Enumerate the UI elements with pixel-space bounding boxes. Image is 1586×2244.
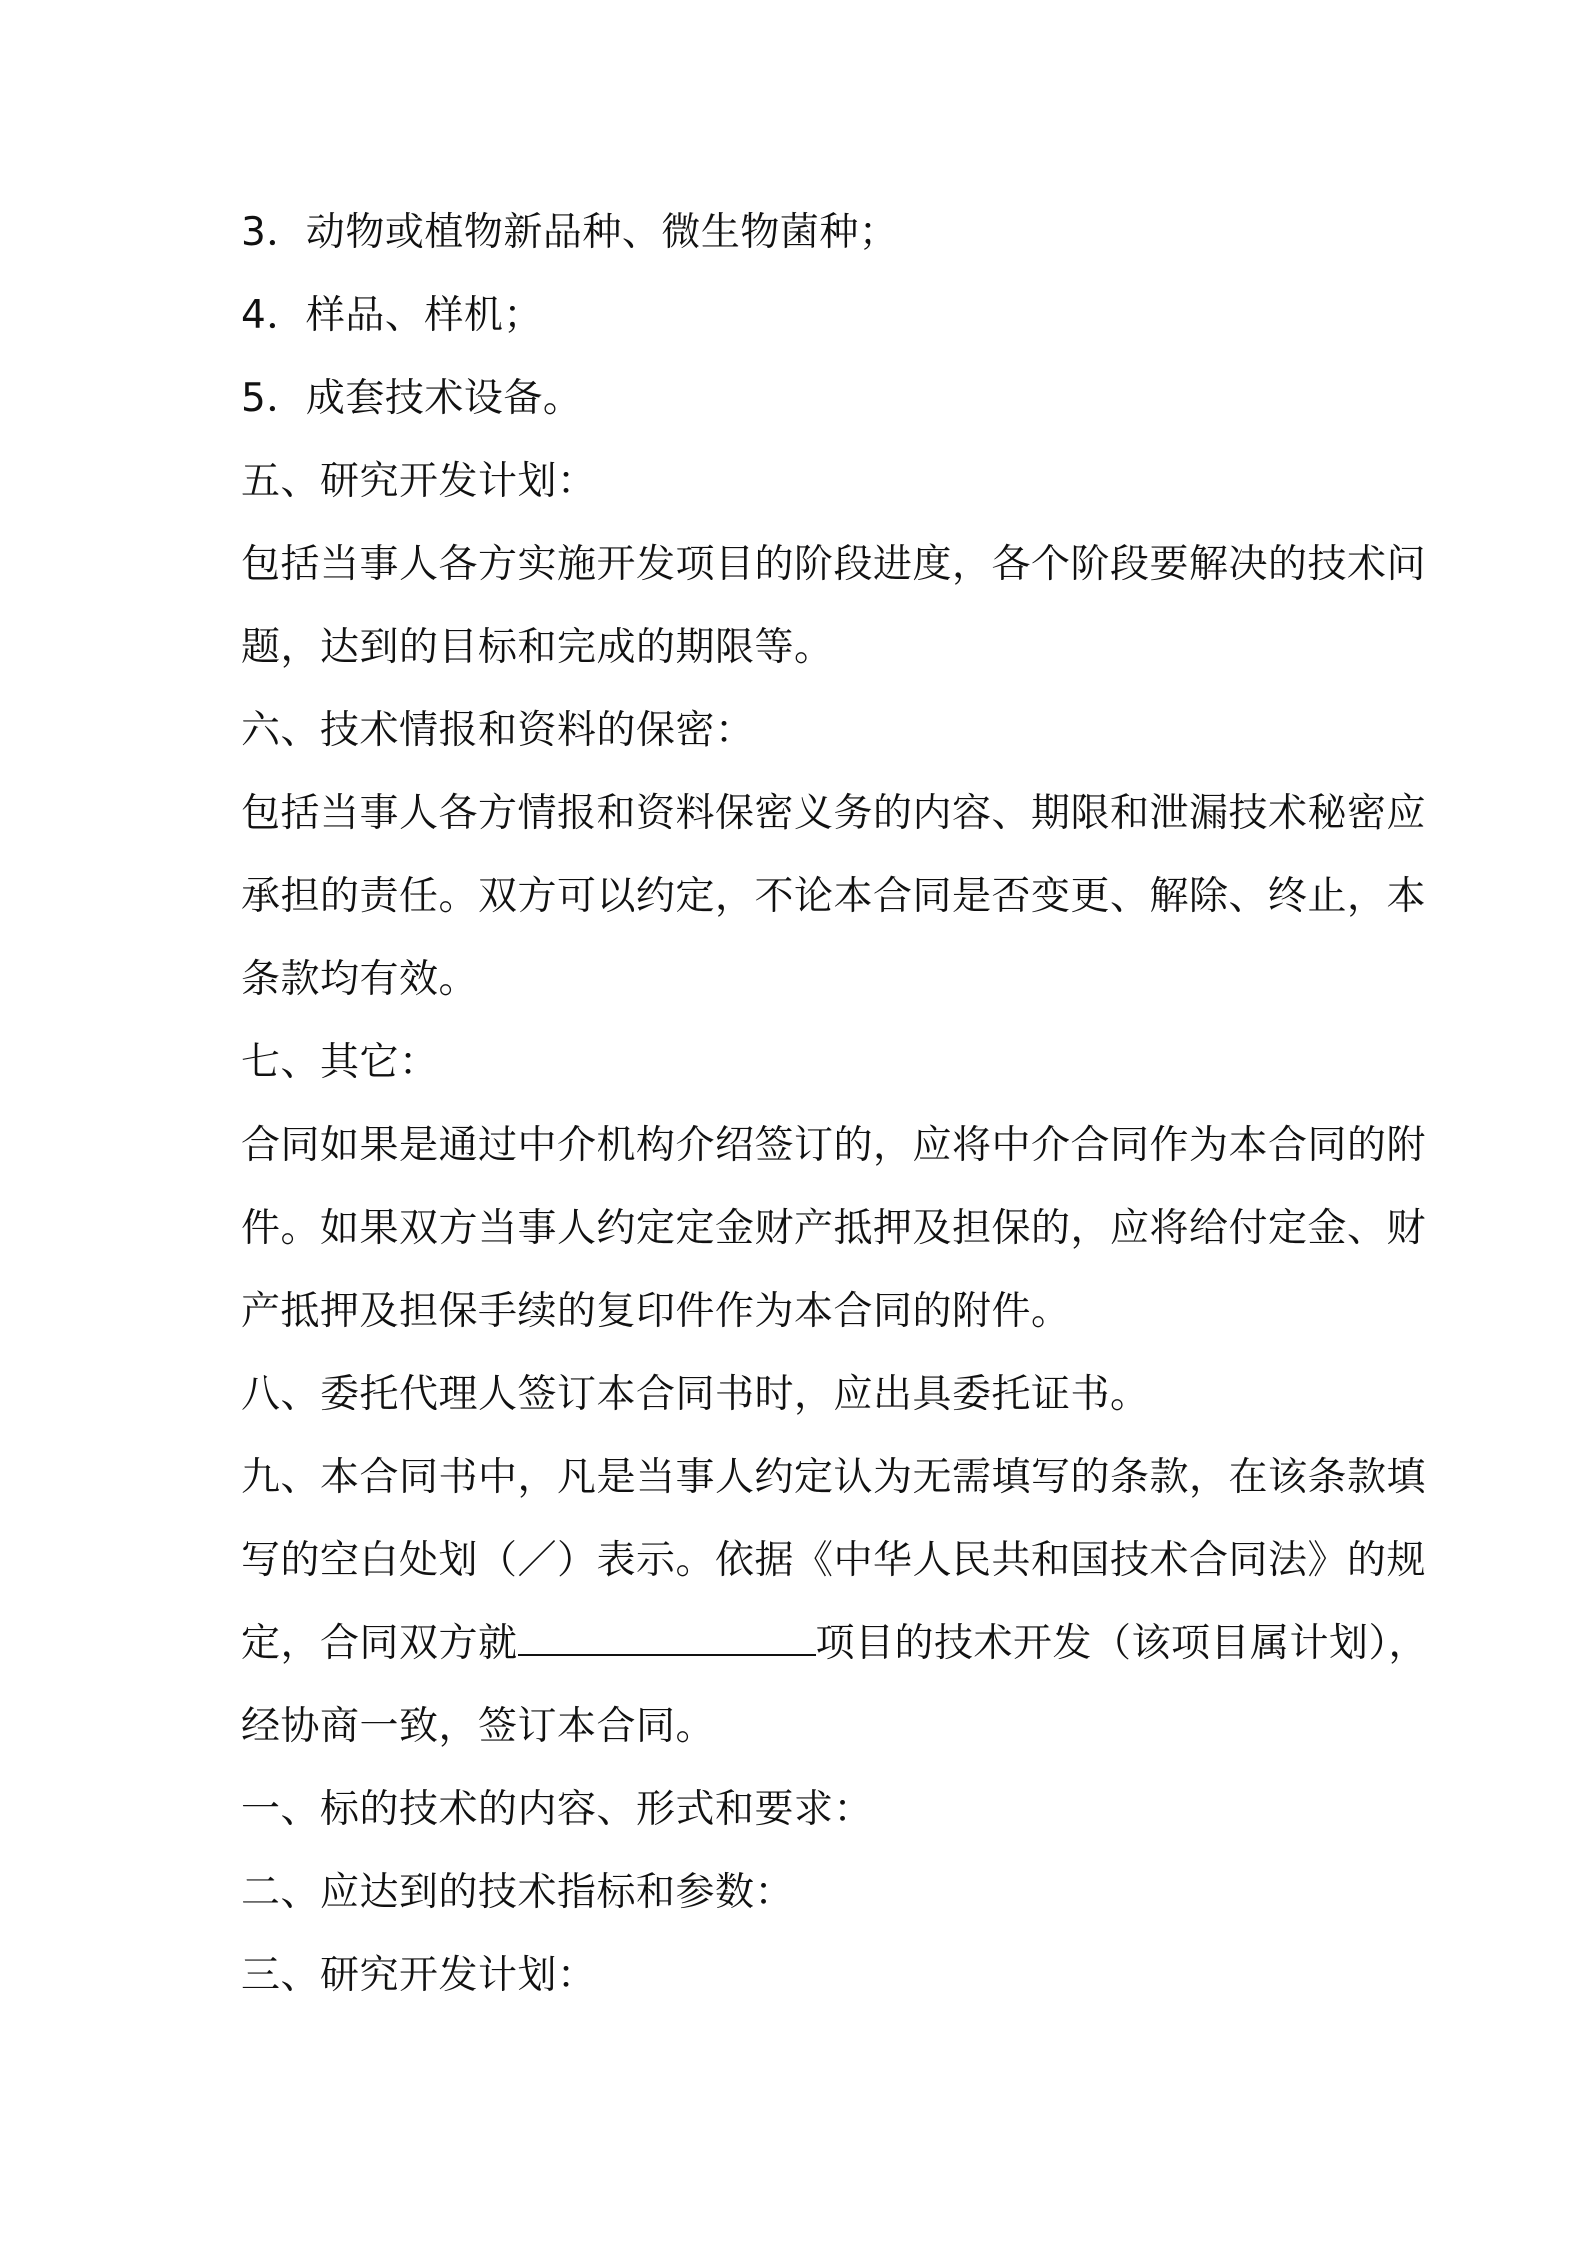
clause-2-heading: 二、应达到的技术指标和参数：: [241, 1870, 795, 1915]
section-5-text-line-1: 包括当事人各方实施开发项目的阶段进度，各个阶段要解决的技术问: [241, 542, 1427, 587]
section-9-text-line-1: 九、本合同书中，凡是当事人约定认为无需填写的条款，在该条款填: [241, 1455, 1427, 1500]
clause-3-heading: 三、研究开发计划：: [241, 1953, 597, 1998]
item-4-line: 4．样品、样机；: [241, 293, 543, 338]
project-line-prefix: 定，合同双方就: [241, 1621, 518, 1666]
section-5-heading: 五、研究开发计划：: [241, 459, 597, 504]
section-6-text-line-2: 承担的责任。双方可以约定，不论本合同是否变更、解除、终止，本: [241, 874, 1427, 919]
section-7-text-line-3: 产抵押及担保手续的复印件作为本合同的附件。: [241, 1289, 1071, 1334]
section-5-text-line-2: 题，达到的目标和完成的期限等。: [241, 625, 834, 670]
section-8-text: 八、委托代理人签订本合同书时，应出具委托证书。: [241, 1372, 1150, 1417]
project-line-suffix: 项目的技术开发（该项目属计划），: [815, 1621, 1429, 1666]
section-7-text-line-2: 件。如果双方当事人约定定金财产抵押及担保的，应将给付定金、财: [241, 1206, 1427, 1251]
section-6-heading: 六、技术情报和资料的保密：: [241, 708, 755, 753]
project-name-blank[interactable]: [518, 1624, 816, 1656]
item-5-line: 5．成套技术设备。: [241, 376, 583, 421]
section-6-text-line-3: 条款均有效。: [241, 957, 479, 1002]
clause-1-heading: 一、标的技术的内容、形式和要求：: [241, 1787, 874, 1832]
item-3-line: 3．动物或植物新品种、微生物菌种；: [241, 210, 899, 255]
section-6-text-line-1: 包括当事人各方情报和资料保密义务的内容、期限和泄漏技术秘密应: [241, 791, 1427, 836]
section-9-text-line-2: 写的空白处划（／）表示。依据《中华人民共和国技术合同法》的规: [241, 1538, 1427, 1583]
agreement-line: 经协商一致，签订本合同。: [241, 1704, 716, 1749]
project-line: [241, 1618, 1429, 1670]
section-7-heading: 七、其它：: [241, 1040, 439, 1085]
section-7-text-line-1: 合同如果是通过中介机构介绍签订的，应将中介合同作为本合同的附: [241, 1123, 1427, 1168]
